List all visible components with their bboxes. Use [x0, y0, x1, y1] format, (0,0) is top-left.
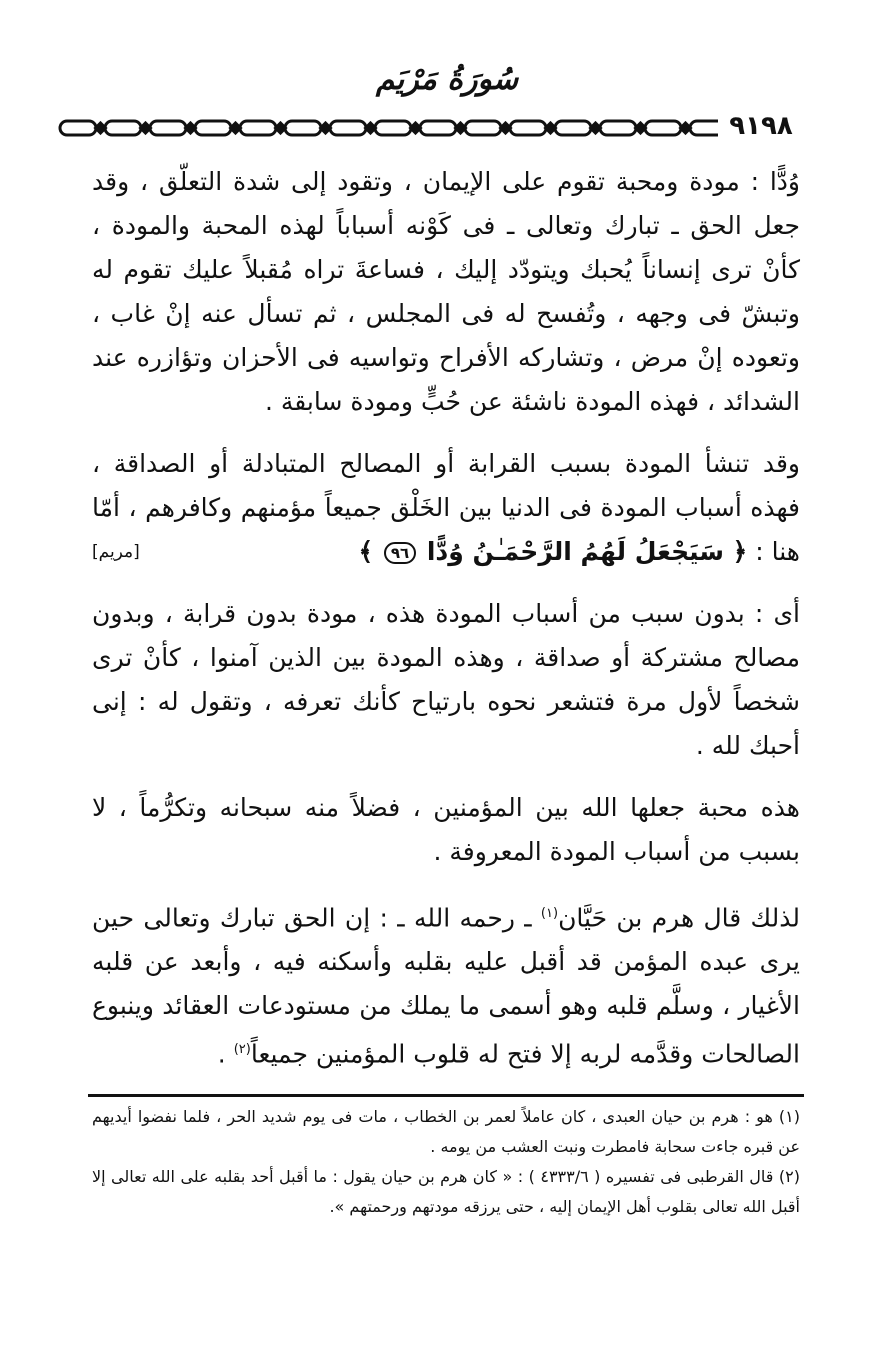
ornament-link — [600, 121, 636, 135]
paragraph-3: أى : بدون سبب من أسباب المودة هذه ، مودة بدون قرابة ، وبدون مصالح مشتركة أو صداقة ، وهذه المودة بين الذين آمنوا ، كأنْ ترى شخصاً لأول مرة فتشعر نحوه بارتياح كأنك تعرفه ، وتقول له : إنى أحبك لله . — [92, 599, 800, 760]
footnote-1: (١) هو : هرم بن حيان العبدى ، كان عاملاً لعمر بن الخطاب ، مات فى يوم شديد الحر ، فلما نفضوا أيديهم عن قبره جاءت سحابة فامطرت ونبت العشب من يومه . — [92, 1107, 800, 1156]
footnote-ref-2: (٢) — [233, 1042, 251, 1058]
ornament-link — [105, 121, 141, 135]
footnote-ref-1: (١) — [540, 906, 559, 921]
paragraph-4: هذه محبة جعلها الله بين المؤمنين ، فضلاً منه سبحانه وتكرُّماً ، لا بسبب من أسباب المودة المعروفة . — [92, 793, 800, 866]
ornament-link — [240, 121, 276, 135]
ornament-link — [645, 121, 681, 135]
footnote-2: (٢) قال القرطبى فى تفسيره ( ٤٣٣٣/٦ ) : « كان هرم بن حيان يقول : ما أقبل أحد بقلبه على الله تعالى إلا أقبل الله تعالى بقلوب أهل الإيمان إليه ، حتى يرزقه مودتهم ورحمتهم ». — [92, 1167, 800, 1216]
paragraph-5 — [92, 892, 800, 1077]
quran-verse-close: ﴾ — [358, 537, 374, 566]
quran-verse — [358, 537, 747, 566]
main-text — [92, 160, 800, 1095]
header-ornament-border — [58, 116, 804, 140]
ornament-link — [465, 121, 501, 135]
ornament-link — [555, 121, 591, 135]
paragraph-2 — [92, 442, 800, 574]
paragraph-5-part-a: لذلك قال هرم بن حَيَّان — [558, 903, 800, 933]
ornament-link — [330, 121, 366, 135]
ornament-link — [60, 121, 96, 135]
ornament-link — [375, 121, 411, 135]
page-number: ٩١٩٨ — [718, 111, 804, 141]
ornament-link — [150, 121, 186, 135]
ornament-link — [285, 121, 321, 135]
paragraph-2-text: وقد تنشأ المودة بسبب القرابة أو المصالح المتبادلة أو الصداقة ، فهذه أسباب المودة فى الدنيا بين الخَلْق جميعاً مؤمنهم وكافرهم ، أمّا هنا : — [92, 449, 800, 566]
ornament-link — [195, 121, 231, 135]
footnote-divider — [88, 1094, 804, 1097]
ornament-link — [510, 121, 546, 135]
surah-title: سُورَةُ مَرْيَم — [375, 62, 519, 97]
verse-number: ٩٦ — [384, 542, 416, 564]
footnotes — [92, 1102, 800, 1222]
paragraph-1: وُدًّا : مودة ومحبة تقوم على الإيمان ، وتقود إلى شدة التعلّق ، وقد جعل الحق ـ تبارك وتعالى ـ فى كَوْنه أسباباً لهذه المحبة والمودة ، كأنْ ترى إنساناً يُحبك ويتودّد إليك ، فساعةَ تراه مُقبلاً عليك تقوم له وتبشّ فى وجهه ، وتُفسح له فى المجلس ، ثم تسأل عنه إنْ غاب ، وتعوده إنْ مرض ، وتشاركه الأفراح وتواسيه فى الأحزان وتؤازره عند الشدائد ، فهذه المودة ناشئة عن حُبٍّ ومودة سابقة . — [92, 167, 800, 416]
paragraph-5-part-b: ـ رحمه الله ـ : إن الحق تبارك وتعالى حين يرى عبده المؤمن قد أقبل عليه بقلبه وأسكنه فيه ، وأبعد عن قلبه الأغيار ، وسلَّم قلبه وهو أسمى ما يملك من مستودعات العقائد وينبوع الصالحات وقدَّمه لربه إلا فتح له قلوب المؤمنين جميعاً — [92, 903, 800, 1069]
sura-reference: [مريم] — [92, 542, 140, 562]
paragraph-5-part-c: . — [217, 1039, 226, 1069]
quran-verse-text: ﴿ سَيَجْعَلُ لَهُمُ الرَّحْمَـٰنُ وُدًّا — [426, 537, 748, 566]
ornament-link — [420, 121, 456, 135]
